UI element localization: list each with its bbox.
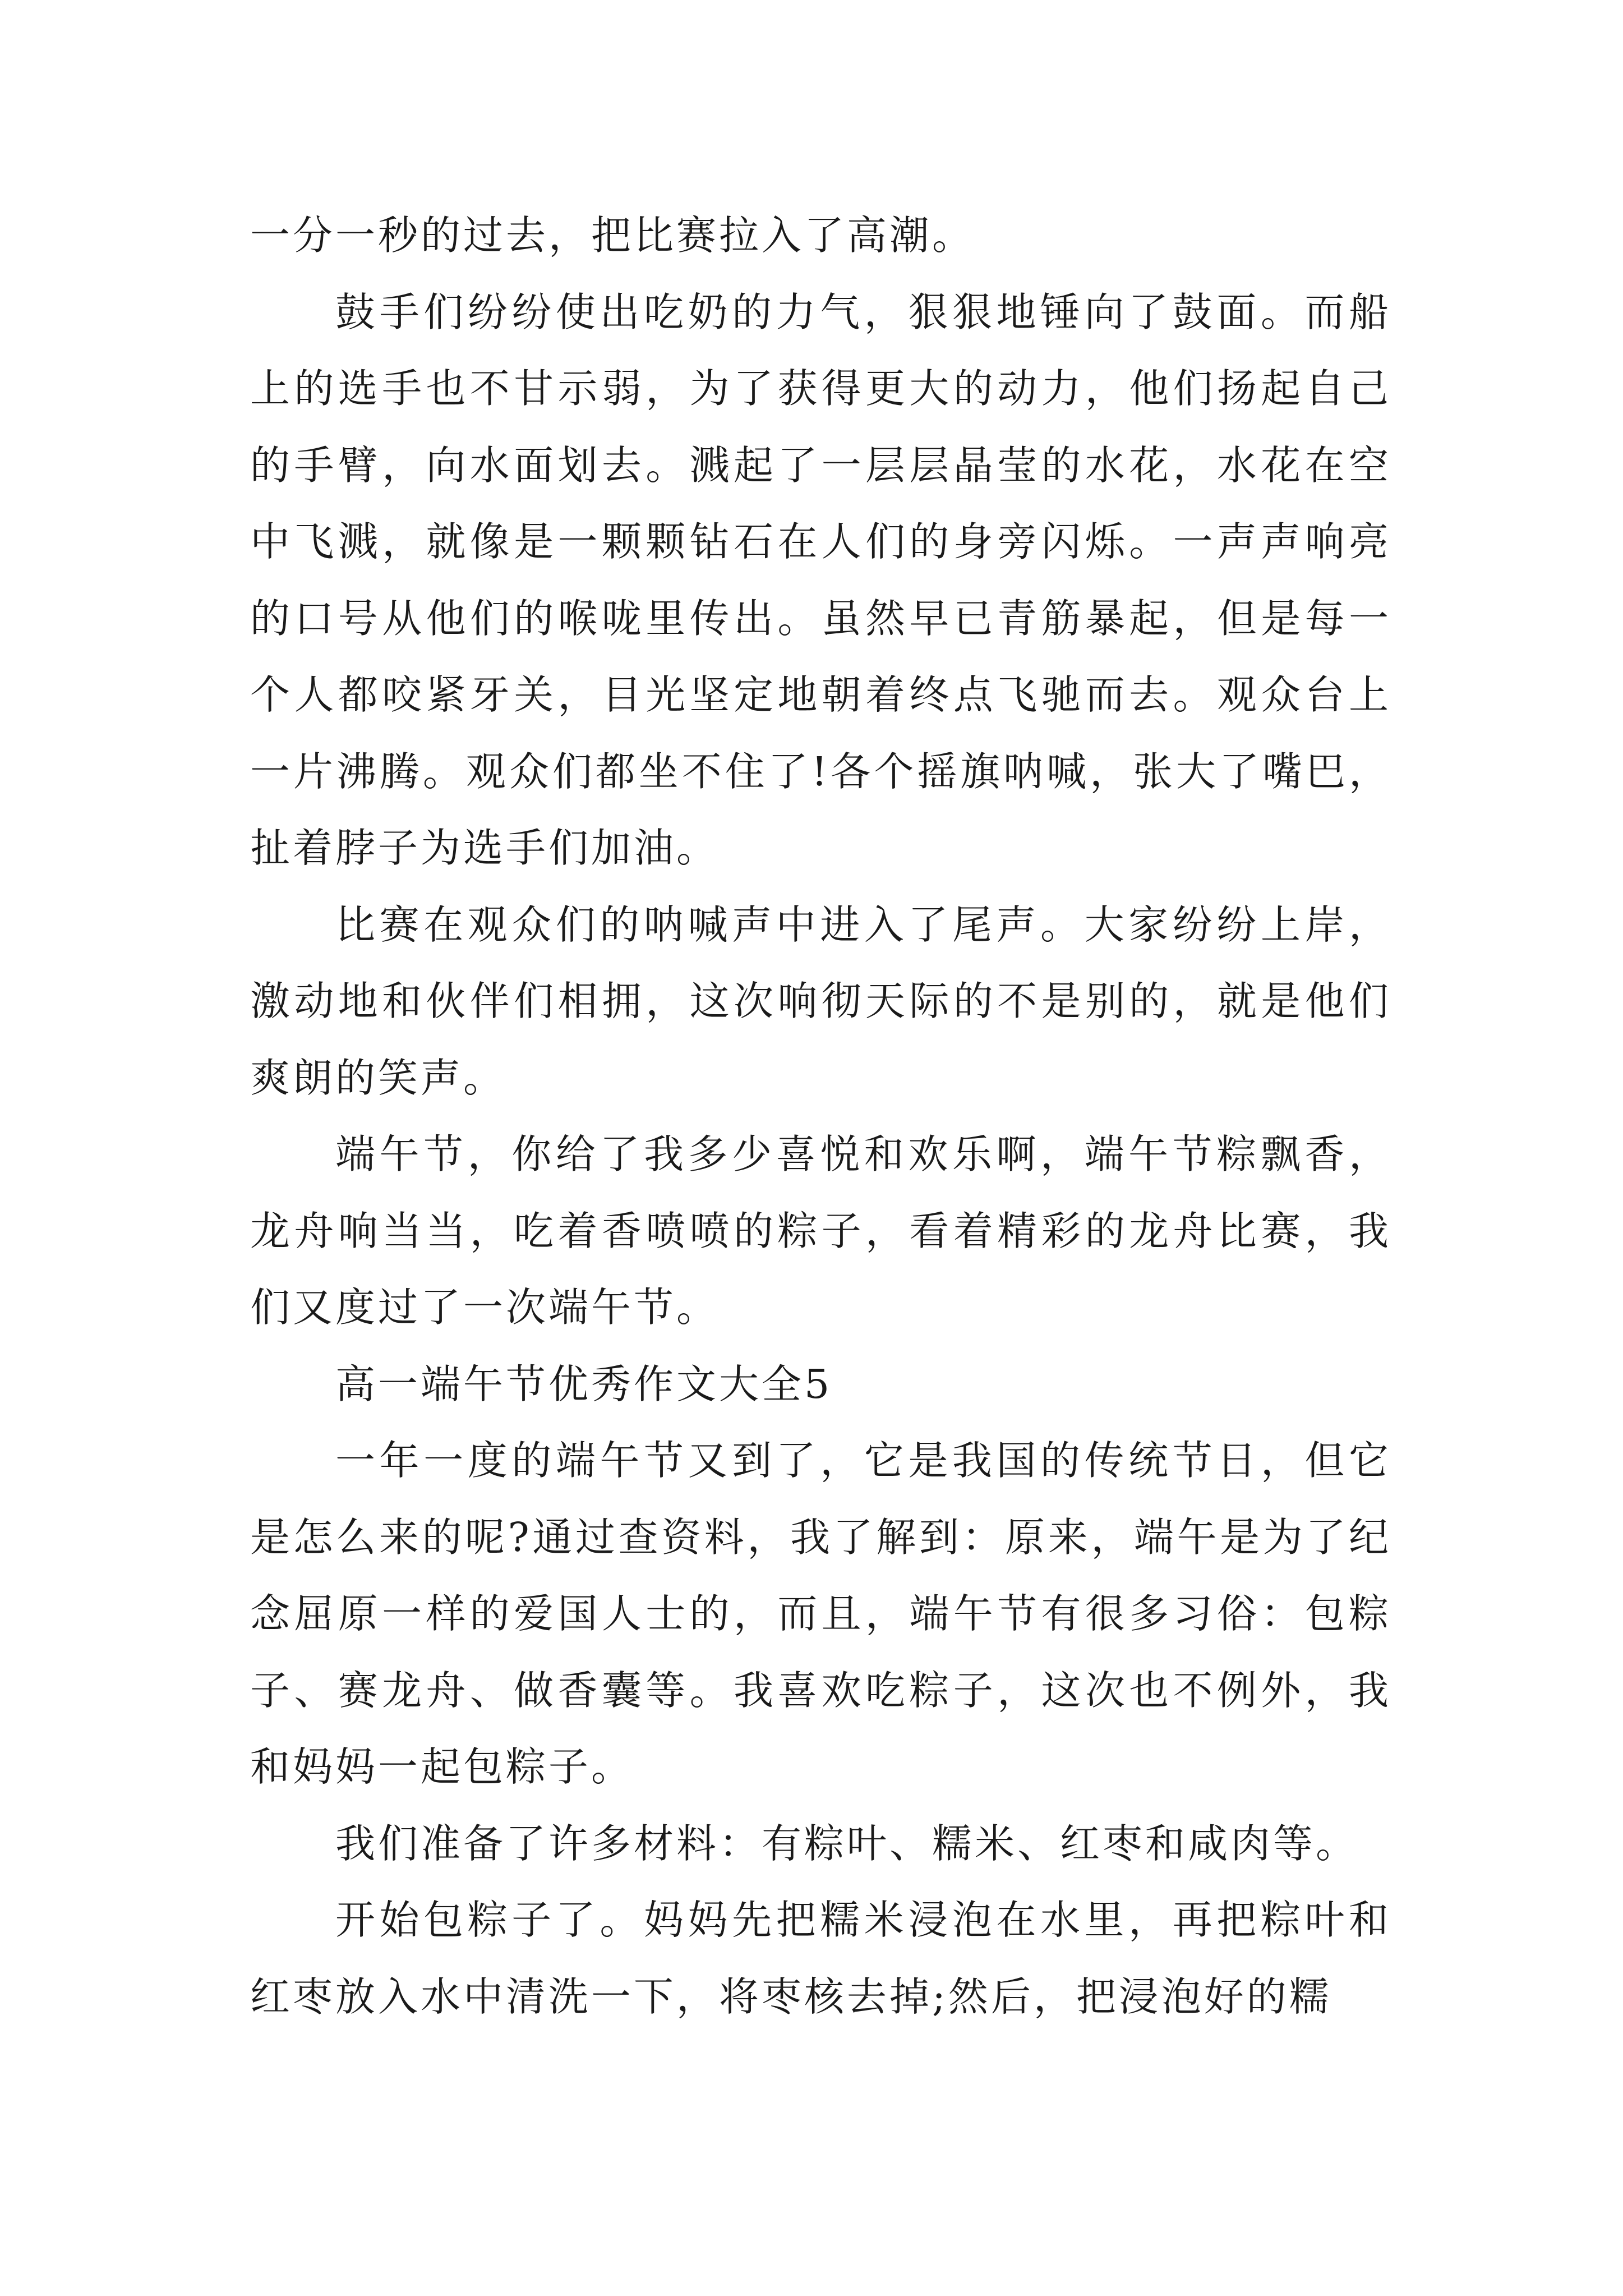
paragraph-1: 一分一秒的过去，把比赛拉入了高潮。 [250,212,975,259]
paragraph-3: 比赛在观众们的呐喊声中进入了尾声。大家纷纷上岸，激动地和伙伴们相拥，这次响彻天际的不是别的，就是他们爽朗的笑声。 [250,901,1391,1101]
section-heading: 高一端午节优秀作文大全5 [335,1360,833,1407]
paragraph-7: 开始包粽子了。妈妈先把糯米浸泡在水里，再把粽叶和红枣放入水中清洗一下，将枣核去掉;然后，把浸泡好的糯 [250,1897,1391,2020]
paragraph-5: 一年一度的端午节又到了，它是我国的传统节日，但它是怎么来的呢?通过查资料，我了解到：原来，端午是为了纪念屈原一样的爱国人士的，而且，端午节有很多习俗：包粽子、赛龙舟、做香囊等。我喜欢吃粽子，这次也不例外，我和妈妈一起包粽子。 [250,1437,1391,1790]
paragraph-4: 端午节，你给了我多少喜悦和欢乐啊，端午节粽飘香，龙舟响当当，吃着香喷喷的粽子，看着精彩的龙舟比赛，我们又度过了一次端午节。 [250,1131,1391,1331]
paragraph-2: 鼓手们纷纷使出吃奶的力气，狠狠地锤向了鼓面。而船上的选手也不甘示弱，为了获得更大的动力，他们扬起自己的手臂，向水面划去。溅起了一层层晶莹的水花，水花在空中飞溅，就像是一颗颗钻石在人们的身旁闪烁。一声声响亮的口号从他们的喉咙里传出。虽然早已青筋暴起，但是每一个人都咬紧牙关，目光坚定地朝着终点飞驰而去。观众台上一片沸腾。观众们都坐不住了!各个摇旗呐喊，张大了嘴巴，扯着脖子为选手们加油。 [250,288,1391,871]
paragraph-6: 我们准备了许多材料：有粽叶、糯米、红枣和咸肉等。 [335,1820,1359,1867]
essay-body [250,197,1391,2035]
